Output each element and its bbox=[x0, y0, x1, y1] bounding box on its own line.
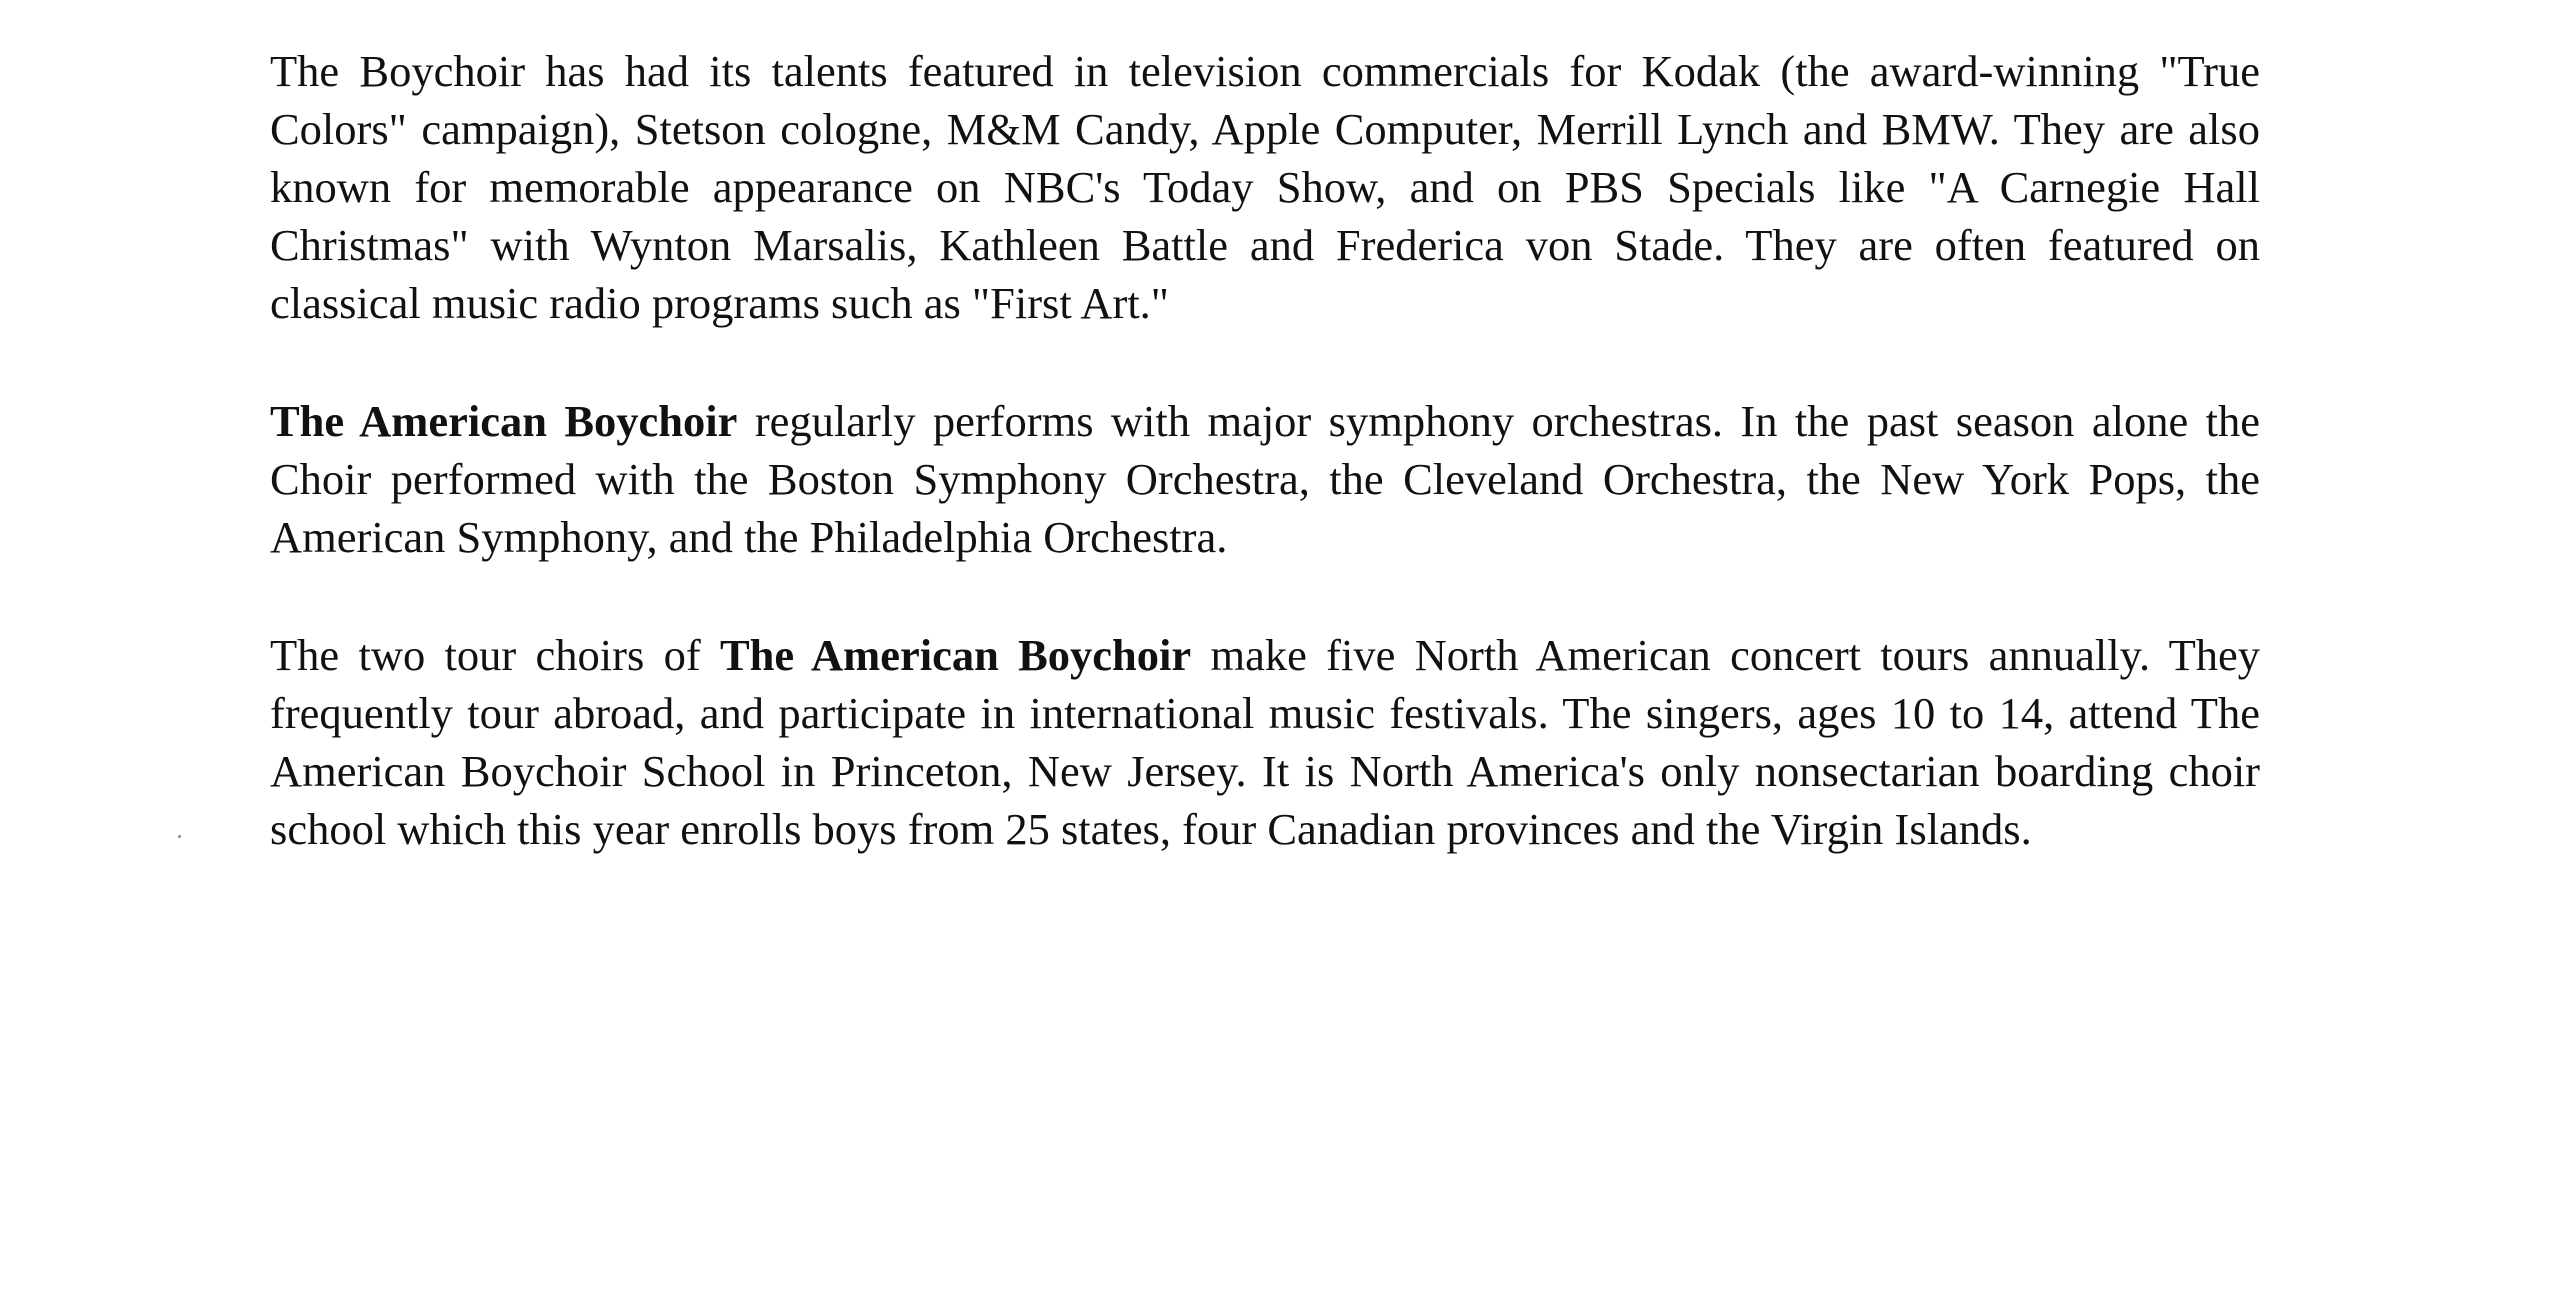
paragraph-3-bold-name: The American Boychoir bbox=[719, 630, 1192, 680]
paragraph-tv-commercials bbox=[270, 42, 2260, 332]
paragraph-1-text: The Boychoir has had its talents featured in television commercials for Kodak (the award-winning "True Colors" campaign), Stetson cologne, M&M Candy, Apple Computer, Merrill Lynch and BMW. They are also known for memorable appearance on NBC's Today Show, and on PBS Specials like "A Carnegie Hall Christmas" with Wynton Marsalis, Kathleen Battle and Frederica von Stade. They are often featured on classical music radio programs such as "First Art." bbox=[270, 46, 2260, 328]
paragraph-2-text: regularly performs with major symphony orchestras. In the past season alone the Choir performed with the Boston Symphony Orchestra, the Cleveland Orchestra, the New York Pops, the American Symphony, and the Philadelphia Orchestra. bbox=[270, 396, 2260, 562]
paragraph-2-bold-lead: The American Boychoir bbox=[270, 396, 738, 446]
paragraph-tours bbox=[270, 626, 2260, 858]
paragraph-orchestras bbox=[270, 392, 2260, 566]
document-body bbox=[270, 42, 2260, 918]
paragraph-3-text-after: make five North American concert tours annually. They frequently tour abroad, and participate in international music festivals. The singers, ages 10 to 14, attend The American Boychoir School in Princeton, New Jersey. It is North America's only nonsectarian boarding choir school which this year enrolls boys from 25 states, four Canadian provinces and the Virgin Islands. bbox=[270, 630, 2261, 854]
paragraph-3-text-before: The two tour choirs of bbox=[270, 630, 720, 680]
scan-speck bbox=[178, 835, 181, 838]
